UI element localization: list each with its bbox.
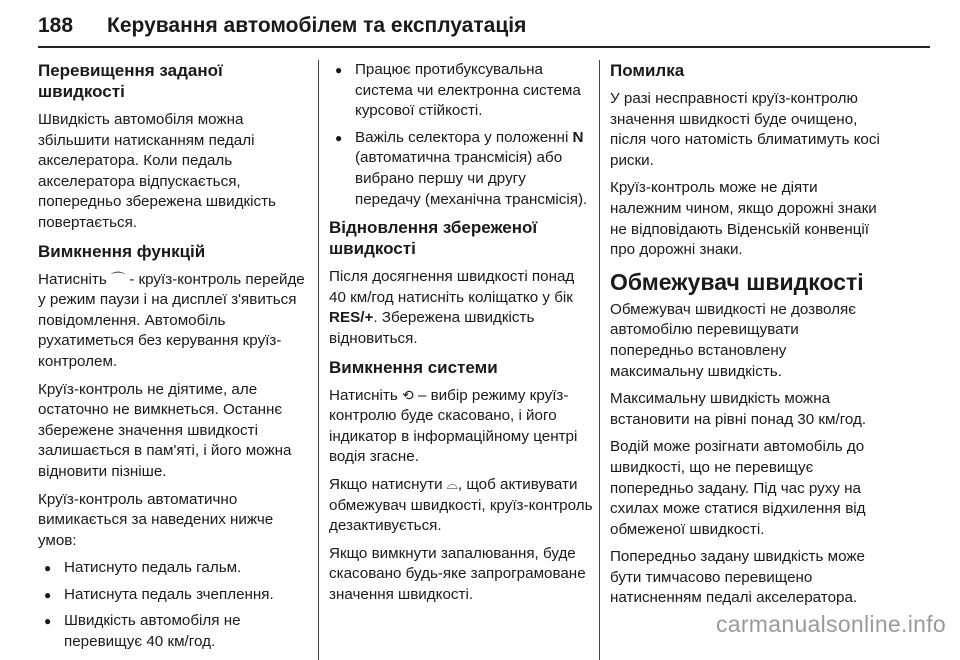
cruise-pause-icon: ⌒ (110, 271, 125, 288)
gear-n-label: N (572, 128, 584, 146)
column-middle (319, 60, 599, 660)
column-left (38, 60, 318, 660)
list-item: ● Натиснута педаль зчеплення. (38, 585, 312, 606)
heading-override: Перевищення заданої швидкості (38, 61, 223, 101)
text: Натисніть (38, 270, 107, 288)
text: Важіль селектора у положенні (355, 128, 573, 146)
condition-list-cont (329, 60, 593, 210)
text: , щоб активувати обмежувач швидкості, круїз-контроль дезактивується. (329, 475, 593, 535)
text: (автоматична трансмісія) або вибрано першу чи другу передачу (механічна трансмісія). (355, 149, 588, 208)
condition-list (38, 558, 312, 652)
paragraph: Круїз-контроль автоматично вимикається за наведених нижче умов: (38, 490, 274, 549)
heading-system-off: Вимкнення системи (329, 357, 498, 377)
heading-resume: Відновлення збереженої швидкості (329, 218, 538, 259)
watermark: carmanualsonline.info (715, 611, 946, 637)
paragraph: Попередньо задану швидкість може бути тимчасово перевищено натисненням педалі акселератора. (610, 548, 865, 607)
text: – вибір режиму круїз-контролю буде скасовано, і його індикатор в інформаційному центрі водія згасне. (329, 386, 578, 466)
cruise-mode-icon: ⟲ (401, 387, 414, 404)
page-number: 188 (38, 14, 74, 37)
text: - круїз-контроль перейде у режим паузи і на дисплеї з'явиться повідомлення. Автомобіль рухатиметься без керування круїз-контролем. (38, 270, 305, 370)
page-header (38, 6, 930, 48)
paragraph: Максимальну швидкість можна встановити на рівні понад 30 км/год. (610, 390, 867, 428)
list-item (329, 128, 593, 210)
heading-speed-limiter: Обмежувач швидкості (610, 268, 864, 295)
speed-limiter-icon: ⌓ (446, 476, 458, 493)
paragraph: У разі несправності круїз-контролю значення швидкості буде очищено, після чого натомість блиматимуть косі риски. (610, 90, 880, 169)
paragraph: Якщо вимкнути запалювання, буде скасовано будь-яке запрограмоване значення швидкості. (329, 544, 586, 603)
paragraph: Швидкість автомобіля можна збільшити натисканням педалі акселератора. Коли педаль акселератора відпускається, попередньо збережена швидкість повертається. (38, 111, 276, 231)
text: Натисніть (329, 386, 398, 404)
paragraph: Обмежувач швидкості не дозволяє автомобілю перевищувати попередньо встановлену максимальну швидкість. (610, 300, 856, 380)
list-item: ● Працює протибуксувальна система чи електронна система курсової стійкості. (329, 60, 593, 122)
heading-deactivation: Вимкнення функцій (38, 241, 206, 261)
text: . Збережена швидкість відновиться. (329, 309, 535, 347)
res-label: RES/+ (329, 309, 374, 327)
paragraph: Круїз-контроль не діятиме, але остаточно не вимкнеться. Останнє збережене значення швидкості залишається в пам'яті, і його можна відновити пізніше. (38, 380, 292, 480)
paragraph-limiter-switch (329, 475, 593, 537)
paragraph-system-off (329, 386, 593, 468)
list-item: ● Натиснуто педаль гальм. (38, 558, 312, 579)
chapter-title: Керування автомобілем та експлуатація (107, 14, 527, 37)
paragraph-resume (329, 267, 593, 349)
text: Після досягнення швидкості понад 40 км/год натисніть коліщатко у бік (329, 268, 575, 306)
paragraph-deactivate (38, 270, 312, 373)
heading-fault: Помилка (610, 61, 685, 80)
column-right (600, 60, 880, 660)
paragraph: Круїз-контроль може не діяти належним чином, якщо дорожні знаки не відповідають Віденській конвенції про дорожні знаки. (610, 179, 877, 259)
paragraph: Водій може розігнати автомобіль до швидкості, що не перевищує попередньо задану. Під час руху на схилах може статися відхилення від обмеженої швидкості. (610, 438, 866, 538)
list-item: ● Швидкість автомобіля не перевищує 40 км/год. (38, 611, 312, 652)
text: Якщо натиснути (329, 475, 443, 493)
